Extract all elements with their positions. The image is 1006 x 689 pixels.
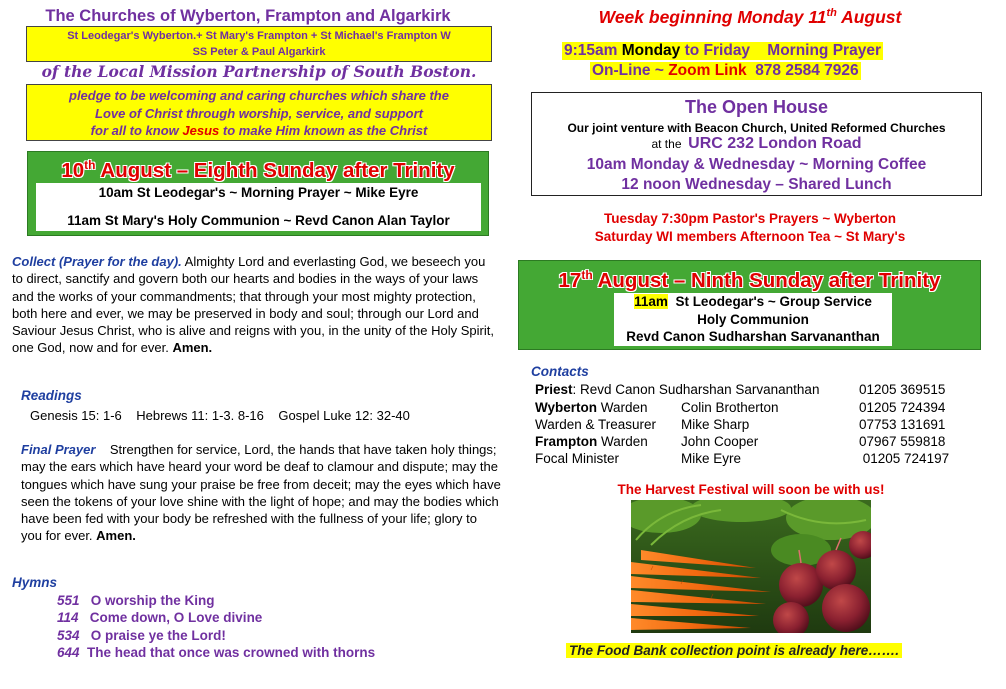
open-house-title: The Open House (684, 97, 828, 117)
open-house-venue (532, 135, 981, 153)
contact-row (535, 451, 975, 468)
contact-phone: 01205 369515 (859, 382, 946, 397)
hymns-heading: Hymns (12, 575, 58, 590)
sunday-2-title-rest: August – Ninth Sunday after Trinity (592, 268, 941, 292)
open-house-box (531, 92, 982, 196)
sunday-2-services (614, 293, 892, 346)
sunday-2-line-1-rest: St Leodegar's ~ Group Service (667, 294, 872, 309)
contact-phone: 01205 724197 (859, 451, 950, 466)
contact-role: Warden & Treasurer (535, 417, 657, 432)
hymn-number: 644 (57, 644, 80, 660)
contact-phone: 07753 131691 (859, 417, 946, 432)
notice-saturday: Saturday WI members Afternoon Tea ~ St Mary's (594, 229, 906, 244)
collect-text: Almighty Lord and everlasting God, we beseech you to direct, sanctify and govern both our hearts and bodies in the ways of your laws and the works of your commandments; that through your most mighty protection, both here and ever, we may be preserved in body and soul; through our Lord and Saviour Jesus Christ, who is alive and reigns with you, in the unity of the Holy Spirit, one God, now and for ever. (12, 254, 494, 356)
pledge-line1: pledge to be welcoming and caring churches which share the (69, 88, 449, 103)
contact-row-priest (535, 382, 975, 399)
contact-phone: 07967 559818 (859, 434, 946, 449)
sunday-2-day: 17 (558, 268, 582, 292)
notice-tuesday: Tuesday 7:30pm Pastor's Prayers ~ Wyberton (604, 211, 896, 226)
contact-role: Warden (597, 400, 648, 415)
online-label: On-Line ~ (592, 62, 669, 79)
hymn-number: 551 (57, 593, 80, 608)
morning-prayer-rest: to Friday Morning Prayer (680, 42, 881, 59)
hymn-item (57, 644, 375, 661)
hymn-number: 114 (57, 610, 79, 626)
contact-role-bold: Wyberton (535, 400, 598, 415)
week-prefix: Week beginning Monday 11 (598, 7, 827, 27)
collect-paragraph (12, 253, 496, 357)
final-prayer-paragraph (21, 441, 505, 545)
contact-row (535, 400, 975, 417)
final-prayer-text: Strengthen for service, Lord, the hands that have taken holy things; may the ears which have heard your word be deaf to clamour and dispute; may the tongues which have sung your praise be free from deceit; may the eyes which have seen the tokens of your love shine with the light of hope; and may the bodies which have been fed with your body be refreshed with the fullness of your life; glory to you for ever. (21, 442, 505, 544)
week-suffix: August (836, 7, 902, 27)
week-ordinal: th (826, 7, 837, 20)
readings-heading: Readings (21, 388, 82, 403)
contact-role: Focal Minister (535, 451, 620, 466)
zoom-id: 878 2584 7926 (746, 62, 859, 79)
pledge-box (26, 84, 492, 141)
hymn-item (57, 592, 375, 609)
sunday-1-title (28, 158, 488, 183)
parishes-line2: SS Peter & Paul Algarkirk (192, 46, 326, 58)
hymn-item (57, 627, 375, 644)
final-prayer-amen: Amen. (96, 528, 136, 544)
contacts-heading: Contacts (531, 364, 589, 379)
open-house-lunch: 12 noon Wednesday – Shared Lunch (621, 176, 892, 193)
vegetables-photo (631, 500, 871, 633)
readings-text: Genesis 15: 1-6 Hebrews 11: 1-3. 8-16 Gospel Luke 12: 32-40 (30, 408, 410, 423)
hymn-item (57, 609, 375, 626)
sunday-1-box (27, 151, 489, 236)
sunday-1-service-1: 10am St Leodegar's ~ Morning Prayer ~ Mike Eyre (98, 185, 419, 200)
sunday-1-ordinal: th (84, 158, 96, 172)
contact-role: Warden (597, 434, 648, 449)
sunday-2-ordinal: th (581, 268, 593, 282)
hymn-number: 534 (57, 627, 80, 643)
contact-name: Mike Sharp (681, 417, 750, 432)
contact-row (535, 434, 975, 451)
sunday-2-title (519, 268, 980, 293)
food-bank-notice: The Food Bank collection point is already here……. (566, 643, 902, 658)
pledge-line2: Love of Christ through worship, service, and support (95, 105, 423, 121)
hymn-title: The head that once was crowned with thorns (87, 644, 376, 660)
sunday-1-service-2: 11am St Mary's Holy Communion ~ Revd Canon Alan Taylor (67, 213, 450, 228)
pledge-jesus: Jesus (182, 123, 220, 138)
harvest-notice: The Harvest Festival will soon be with us! (617, 482, 885, 497)
collect-heading: Collect (Prayer for the day). (12, 254, 182, 269)
final-prayer-heading: Final Prayer (21, 442, 96, 457)
pledge-line3a: for all to know (90, 123, 183, 138)
open-house-coffee: 10am Monday & Wednesday ~ Morning Coffee (586, 156, 927, 173)
sunday-2-box (518, 260, 981, 350)
contact-phone: 01205 724394 (859, 400, 946, 415)
hymn-title: Come down, O Love divine (89, 610, 263, 626)
contact-role: : Revd Canon Sudharshan Sarvananthan (572, 382, 820, 397)
week-heading (540, 7, 960, 28)
hymns-list (57, 592, 375, 661)
contact-role-bold: Priest (535, 382, 573, 397)
parishes-line1: St Leodegar's Wyberton.+ St Mary's Frampton + St Michael's Frampton W (67, 30, 451, 42)
contact-role-bold: Frampton (535, 434, 598, 449)
sunday-1-services (36, 183, 481, 231)
pledge-line3 (27, 122, 491, 140)
morning-prayer-days: Monday (621, 42, 681, 59)
churches-title: The Churches of Wyberton, Frampton and Algarkirk (45, 7, 451, 25)
zoom-link[interactable]: Zoom Link (668, 62, 747, 79)
open-house-address: URC 232 London Road (688, 135, 862, 152)
contact-row (535, 417, 975, 434)
pledge-line3b: to make Him known as the Christ (219, 123, 428, 138)
sunday-2-line-3: Revd Canon Sudharshan Sarvananthan (626, 329, 880, 344)
hymn-title: O worship the King (90, 593, 215, 608)
hymn-title: O praise ye the Lord! (90, 627, 226, 643)
mission-partnership: of the Local Mission Partnership of South Boston. (41, 62, 477, 81)
open-house-subtitle: Our joint venture with Beacon Church, United Reformed Churches (567, 121, 946, 135)
online-line (590, 62, 861, 80)
morning-prayer-line (562, 42, 883, 60)
contact-name: Mike Eyre (681, 451, 742, 466)
sunday-1-day: 10 (61, 158, 85, 182)
open-house-at: at the (651, 137, 689, 151)
parishes-box (26, 26, 492, 62)
collect-amen: Amen. (172, 340, 213, 356)
contact-name: Colin Brotherton (681, 400, 779, 415)
contact-name: John Cooper (681, 434, 759, 449)
sunday-2-time: 11am (634, 294, 668, 309)
morning-prayer-time: 9:15am (564, 42, 622, 59)
sunday-1-title-rest: August – Eighth Sunday after Trinity (95, 158, 455, 182)
sunday-2-line-1 (614, 294, 892, 309)
sunday-2-line-2: Holy Communion (697, 312, 809, 327)
